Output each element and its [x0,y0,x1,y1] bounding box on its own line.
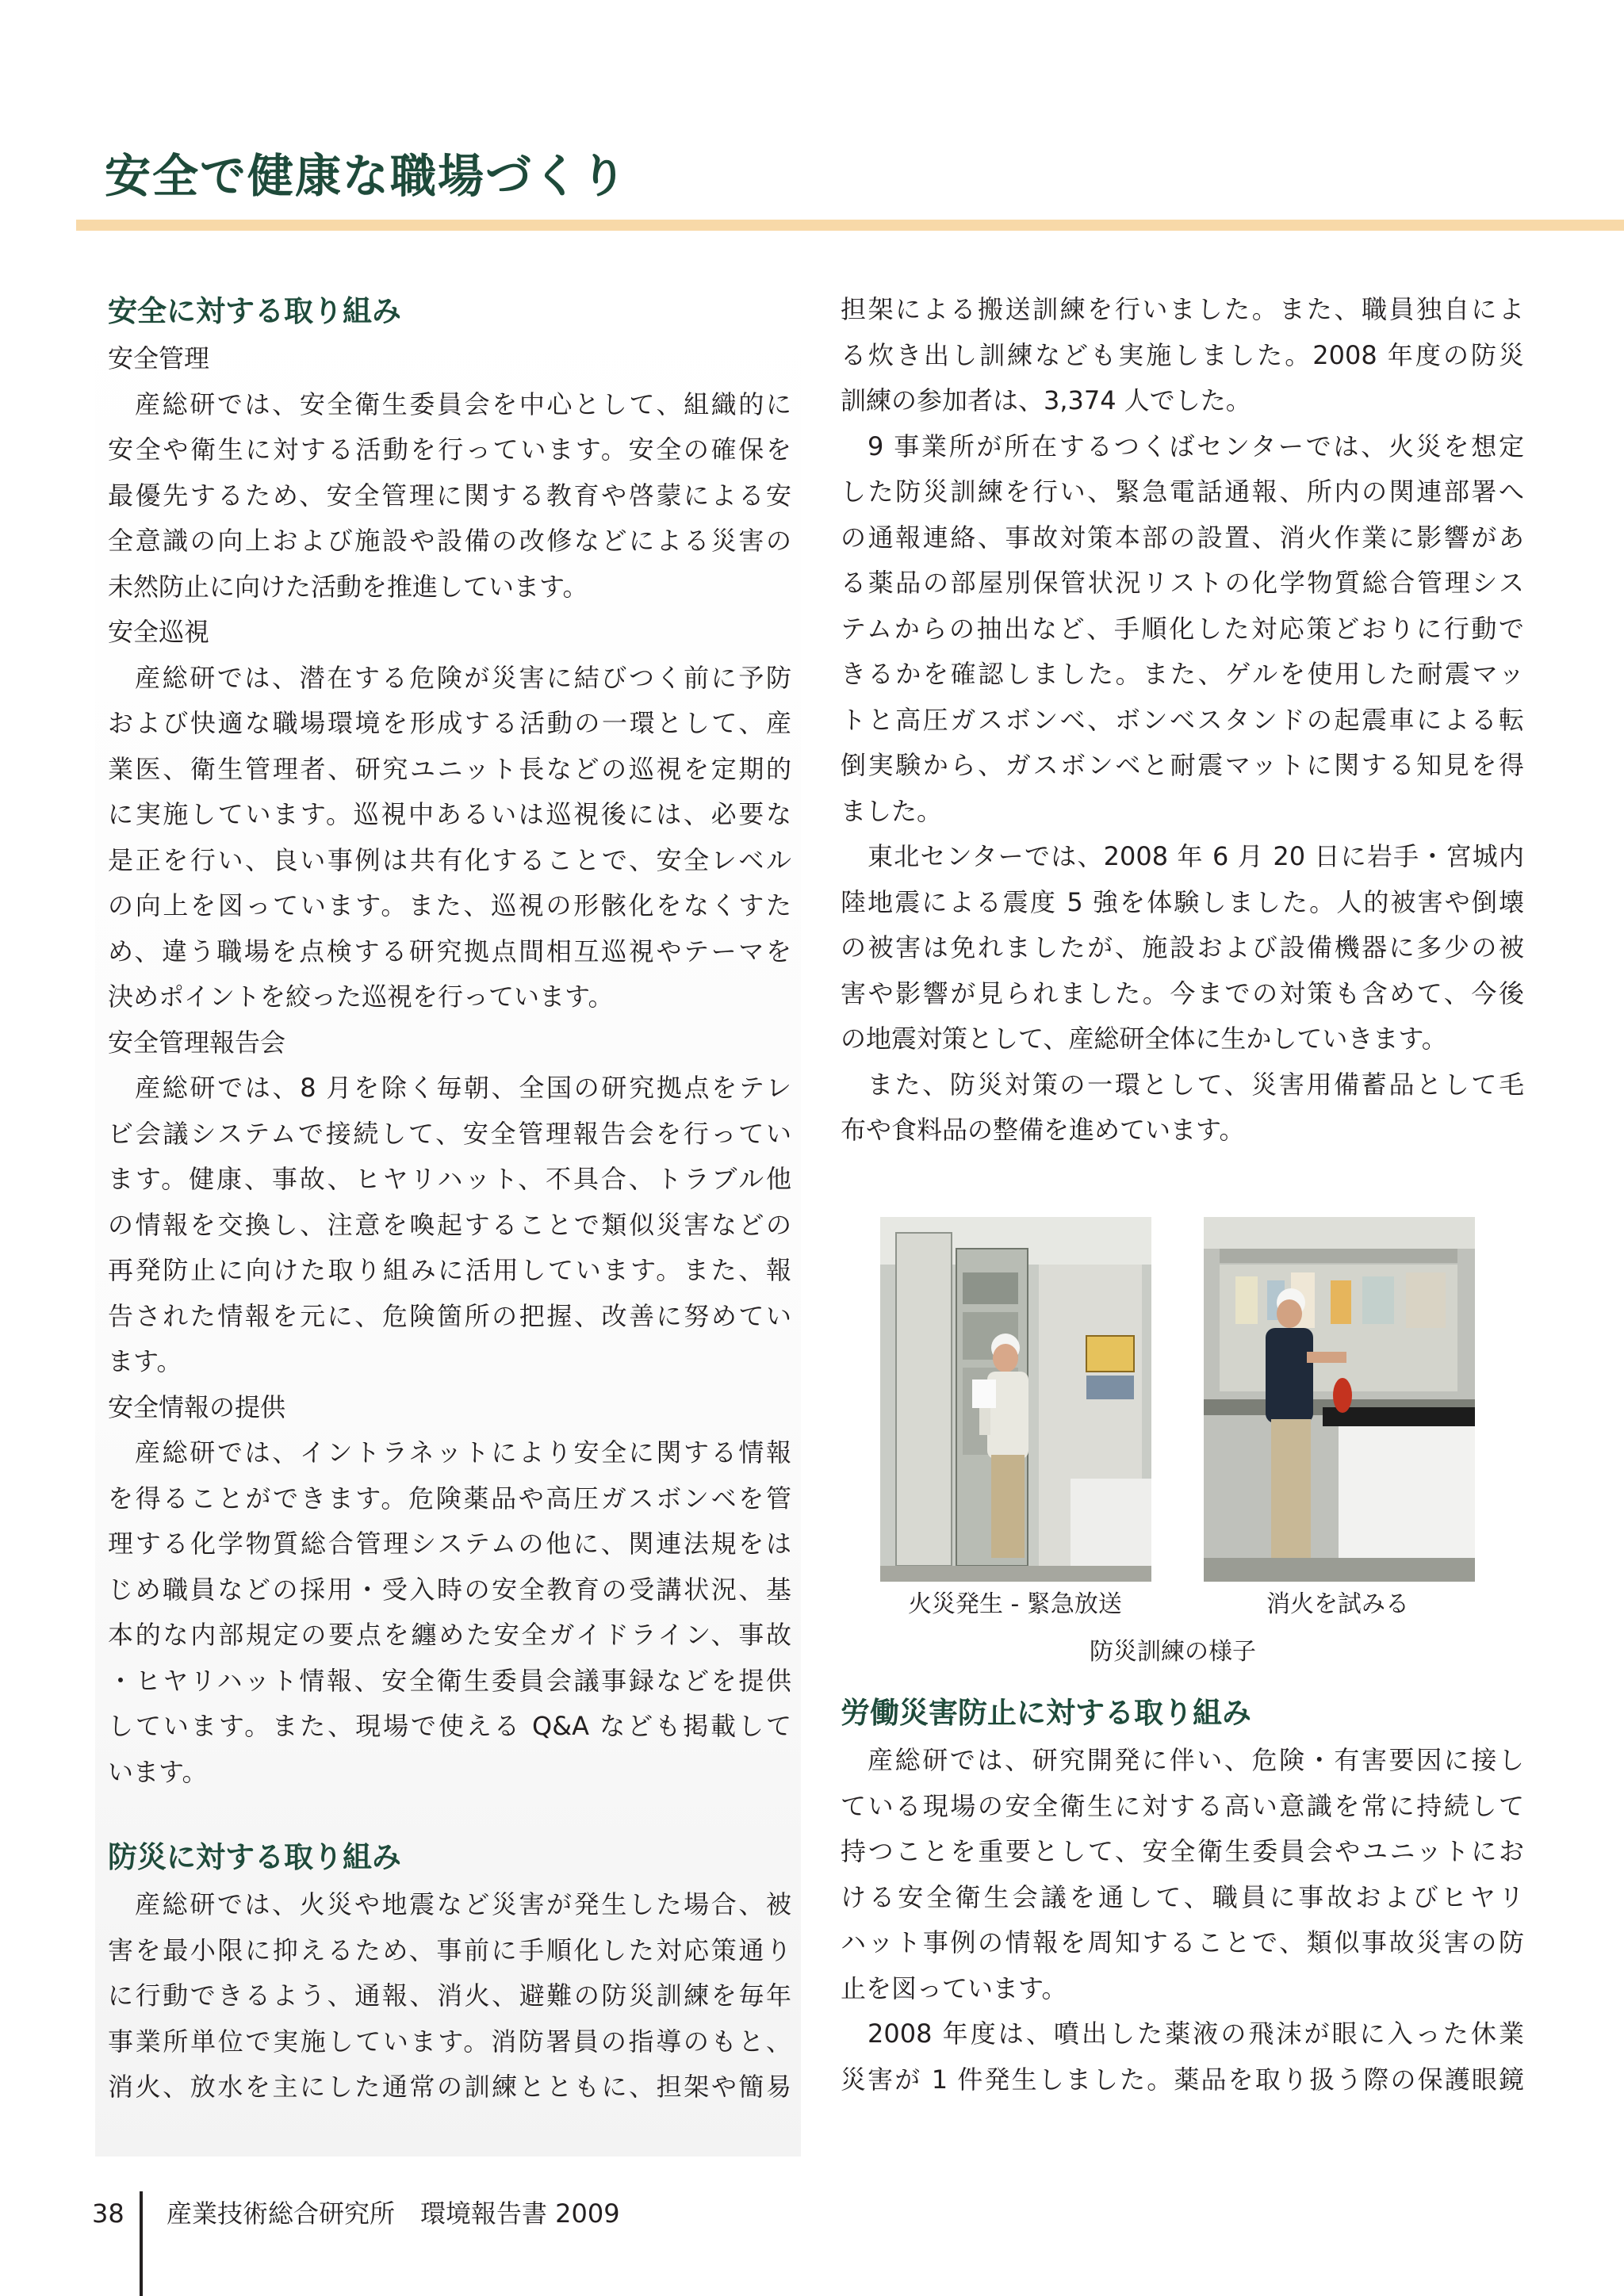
paragraph-line: ます。健康、事故、ヒヤリハット、不具合、トラブル他 [108,1164,791,1194]
paragraph-line: の向上を図っています。また、巡視の形骸化をなくすた [108,890,791,920]
paragraph-line: ハット事例の情報を周知することで、類似事故災害の防 [841,1927,1524,1957]
left-column [108,287,791,2110]
paragraph-line: テムからの抽出など、手順化した対応策どおりに行動で [841,613,1524,644]
paragraph-line: 東北センターでは、2008 年 6 月 20 日に岩手・宮城内 [868,841,1524,871]
paragraph-line: ・ヒヤリハット情報、安全衛生委員会議事録などを提供 [108,1665,791,1696]
paragraph-line: る炊き出し訓練なども実施しました。2008 年度の防災 [841,339,1524,370]
paragraph-line: および快適な職場環境を形成する活動の一環として、産 [108,708,791,738]
paragraph-line: 産総研では、研究開発に伴い、危険・有害要因に接し [868,1745,1524,1775]
page-title: 安全で健康な職場づくり [105,149,629,203]
paragraph-line: きるかを確認しました。また、ゲルを使用した耐震マッ [841,659,1524,689]
paragraph-line: 業医、衛生管理者、研究ユニット長などの巡視を定期的 [108,753,791,784]
footer-publication: 産業技術総合研究所 環境報告書 2009 [167,2198,620,2229]
paragraph-line: 未然防止に向けた活動を推進しています。 [108,571,588,602]
paragraph-line: を得ることができます。危険薬品や高圧ガスボンベを管 [108,1483,791,1513]
title-underline [76,220,1624,231]
subsection-heading: 安全管理報告会 [108,1027,286,1058]
paragraph-line: トと高圧ガスボンベ、ボンベスタンドの起震車による転 [841,704,1524,735]
paragraph-line: め、違う職場を点検する研究拠点間相互巡視やテーマを [108,936,791,966]
paragraph-line: 訓練の参加者は、3,374 人でした。 [841,385,1251,415]
paragraph-line: ビ会議システムで接続して、安全管理報告会を行ってい [108,1118,791,1149]
paragraph-line: 2008 年度は、噴出した薬液の飛沫が眼に入った休業 [868,2019,1524,2049]
paragraph-line: 理する化学物質総合管理システムの他に、関連法規をは [108,1529,791,1559]
right-column-top [841,287,1524,1154]
paragraph-line: 全意識の向上および施設や設備の改修などによる災害の [108,526,791,556]
paragraph-line: 告された情報を元に、危険箇所の把握、改善に努めてい [108,1300,791,1331]
paragraph-line: の情報を交換し、注意を喚起することで類似災害などの [108,1209,791,1240]
paragraph-line: に実施しています。巡視中あるいは巡視後には、必要な [108,799,791,829]
paragraph-line: に行動できるよう、通報、消火、避難の防災訓練を毎年 [108,1980,791,2011]
paragraph-line: 布や食料品の整備を進めています。 [841,1115,1245,1145]
paragraph-line: 害を最小限に抑えるため、事前に手順化した対応策通り [108,1934,791,1965]
paragraph-line: 倒実験から、ガスボンベと耐震マットに関する知見を得 [841,750,1524,780]
paragraph-line: る薬品の部屋別保管状況リストの化学物質総合管理シス [841,568,1524,598]
paragraph-line: 再発防止に向けた取り組みに活用しています。また、報 [108,1255,791,1285]
paragraph-line: じめ職員などの採用・受入時の安全教育の受講状況、基 [108,1574,791,1605]
right-column-bottom [841,1689,1524,2103]
paragraph-line: 害や影響が見られました。今までの対策も含めて、今後 [841,978,1524,1008]
paragraph-line: 安全や衛生に対する活動を行っています。安全の確保を [108,434,791,465]
section-heading: 防災に対する取り組み [108,1840,401,1874]
paragraph-line: 陸地震による震度 5 強を体験しました。人的被害や倒壊 [841,886,1524,917]
paragraph-line: 持つことを重要として、安全衛生委員会やユニットにお [841,1836,1524,1866]
paragraph-line: 産総研では、8 月を除く毎朝、全国の研究拠点をテレ [135,1073,791,1103]
page-number: 38 [92,2198,124,2229]
paragraph-line: ました。 [841,795,943,826]
paragraph-line: 担架による搬送訓練を行いました。また、職員独自によ [841,294,1524,324]
paragraph-line: の地震対策として、産総研全体に生かしていきます。 [841,1024,1447,1054]
photo-group-caption: 防災訓練の様子 [1090,1638,1256,1666]
photo-caption-1: 火災発生 - 緊急放送 [908,1590,1122,1618]
paragraph-line: ている現場の安全衛生に対する高い意識を常に持続して [841,1790,1524,1821]
section-heading: 労働災害防止に対する取り組み [841,1696,1251,1730]
paragraph-line: 消火、放水を主にした通常の訓練とともに、担架や簡易 [108,2072,791,2102]
section-gap [108,1795,791,1833]
photo-caption-2: 消火を試みる [1266,1590,1409,1618]
paragraph-line: 産総研では、イントラネットにより安全に関する情報 [135,1437,791,1468]
section-heading: 安全に対する取り組み [108,294,401,328]
photo-fire-emergency-broadcast [880,1217,1151,1582]
paragraph-line: います。 [108,1756,208,1787]
paragraph-line: また、防災対策の一環として、災害用備蓄品として毛 [868,1069,1524,1100]
footer-divider [140,2191,143,2296]
paragraph-line: 決めポイントを絞った巡視を行っています。 [108,982,614,1012]
paragraph-line: ます。 [108,1346,182,1376]
paragraph-line: しています。また、現場で使える Q&A なども掲載して [108,1711,791,1741]
subsection-heading: 安全管理 [108,343,210,373]
paragraph-line: 止を図っています。 [841,1973,1067,2003]
paragraph-line: 災害が 1 件発生しました。薬品を取り扱う際の保護眼鏡 [841,2064,1524,2095]
paragraph-line: 事業所単位で実施しています。消防署員の指導のもと、 [108,2026,791,2057]
paragraph-line: ける安全衛生会議を通して、職員に事故およびヒヤリ [841,1881,1524,1912]
paragraph-line: 最優先するため、安全管理に関する教育や啓蒙による安 [108,480,791,511]
paragraph-line: 9 事業所が所在するつくばセンターでは、火災を想定 [868,430,1524,461]
subsection-heading: 安全情報の提供 [108,1391,286,1422]
subsection-heading: 安全巡視 [108,617,210,647]
paragraph-line: した防災訓練を行い、緊急電話通報、所内の関連部署へ [841,476,1524,507]
paragraph-line: 産総研では、潜在する危険が災害に結びつく前に予防 [135,662,791,693]
paragraph-line: 本的な内部規定の要点を纏めた安全ガイドライン、事故 [108,1620,791,1650]
paragraph-line: 産総研では、安全衛生委員会を中心として、組織的に [135,388,791,419]
photo-attempting-extinguish [1204,1217,1475,1582]
paragraph-line: の通報連絡、事故対策本部の設置、消火作業に影響があ [841,522,1524,553]
paragraph-line: の被害は免れましたが、施設および設備機器に多少の被 [841,932,1524,962]
paragraph-line: 是正を行い、良い事例は共有化することで、安全レベル [108,844,791,875]
paragraph-line: 産総研では、火災や地震など災害が発生した場合、被 [135,1889,791,1919]
